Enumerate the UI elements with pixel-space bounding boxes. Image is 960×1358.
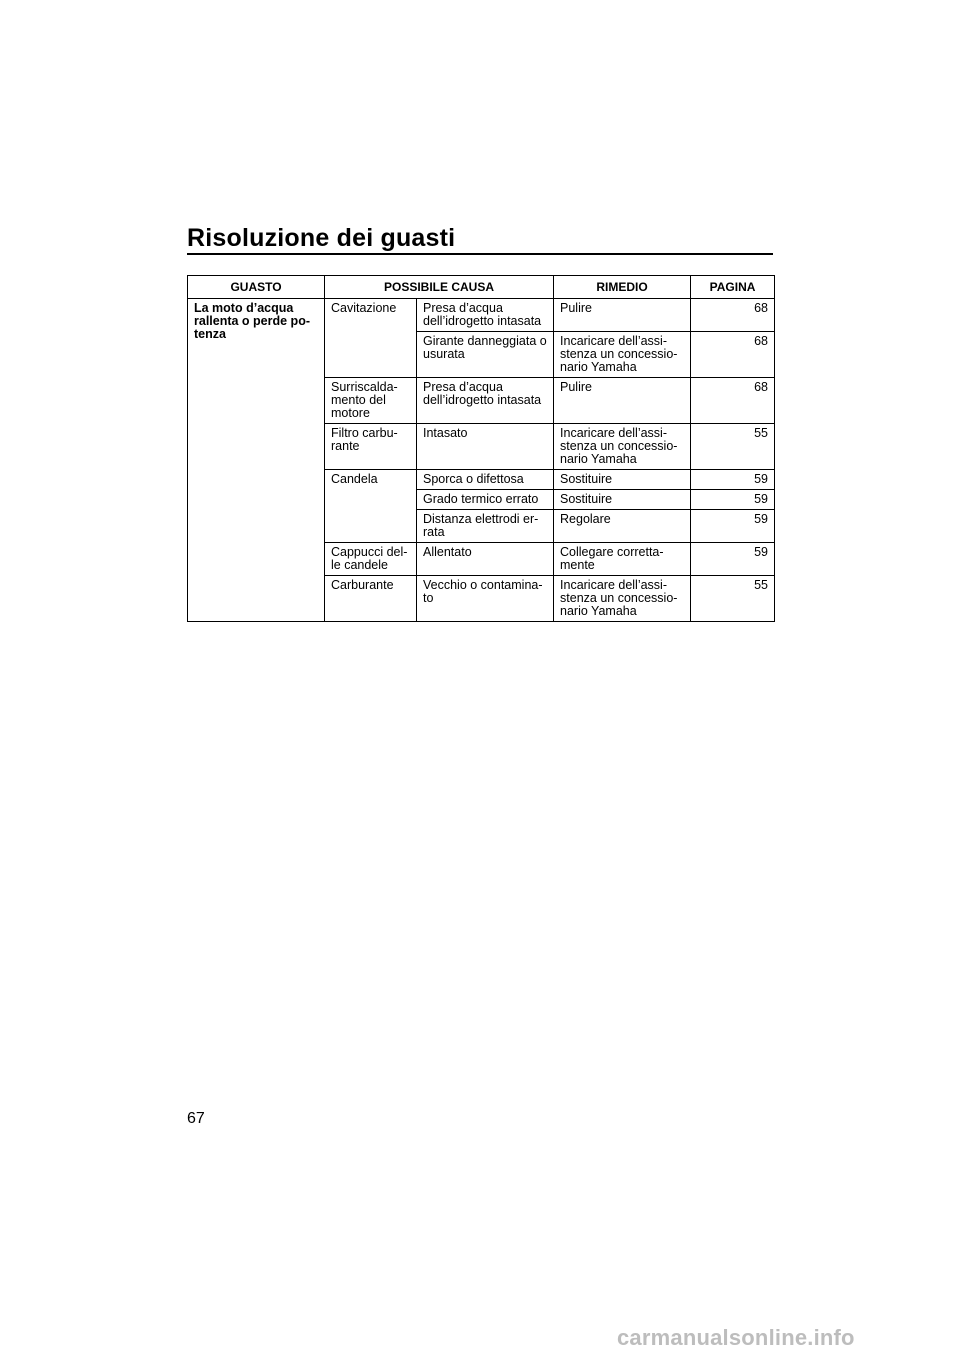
detail-cell: Grado termico errato [417, 490, 554, 510]
remedy-cell: Pulire [554, 299, 691, 332]
page-cell: 55 [691, 424, 775, 470]
header-pagina: PAGINA [691, 276, 775, 299]
remedy-cell: Incaricare dell’assi-stenza un concessio-nario Yamaha [554, 576, 691, 622]
watermark: carmanualsonline.info [617, 1325, 855, 1350]
detail-cell: Presa d’acqua dell’idrogetto intasata [417, 378, 554, 424]
page-cell: 68 [691, 299, 775, 332]
page-cell: 59 [691, 510, 775, 543]
page-cell: 59 [691, 543, 775, 576]
title-rule [187, 253, 773, 255]
detail-cell: Presa d’acqua dell’idrogetto intasata [417, 299, 554, 332]
page-cell: 59 [691, 490, 775, 510]
detail-cell: Sporca o difettosa [417, 470, 554, 490]
page-cell: 68 [691, 332, 775, 378]
page-cell: 59 [691, 470, 775, 490]
detail-cell: Allentato [417, 543, 554, 576]
table-body [188, 299, 775, 622]
header-possibile-causa: POSSIBILE CAUSA [325, 276, 554, 299]
cause-cell: Filtro carbu-rante [325, 424, 417, 470]
cause-cell: Cavitazione [325, 299, 417, 378]
remedy-cell: Incaricare dell’assi-stenza un concessio-nario Yamaha [554, 424, 691, 470]
cause-cell: Candela [325, 470, 417, 543]
fault-cell [188, 299, 325, 622]
fault-line: rallenta o perde po- [194, 314, 310, 328]
table-header-row [188, 276, 775, 299]
remedy-cell: Regolare [554, 510, 691, 543]
page-title: Risoluzione dei guasti [187, 224, 456, 252]
header-guasto: GUASTO [188, 276, 325, 299]
table-row [188, 299, 775, 332]
detail-cell: Vecchio o contamina-to [417, 576, 554, 622]
fault-line: La moto d’acqua [194, 301, 294, 315]
cause-cell: Carburante [325, 576, 417, 622]
page-cell: 68 [691, 378, 775, 424]
detail-cell: Girante danneggiata o usurata [417, 332, 554, 378]
remedy-cell: Sostituire [554, 470, 691, 490]
remedy-cell: Sostituire [554, 490, 691, 510]
detail-cell: Intasato [417, 424, 554, 470]
header-rimedio: RIMEDIO [554, 276, 691, 299]
page-cell: 55 [691, 576, 775, 622]
remedy-cell: Collegare corretta-mente [554, 543, 691, 576]
troubleshooting-table [187, 275, 775, 622]
remedy-cell: Pulire [554, 378, 691, 424]
cause-cell: Cappucci del-le candele [325, 543, 417, 576]
remedy-cell: Incaricare dell’assi-stenza un concessio-nario Yamaha [554, 332, 691, 378]
page-number: 67 [187, 1110, 205, 1127]
cause-cell: Surriscalda-mento del motore [325, 378, 417, 424]
fault-line: tenza [194, 327, 226, 341]
detail-cell: Distanza elettrodi er-rata [417, 510, 554, 543]
